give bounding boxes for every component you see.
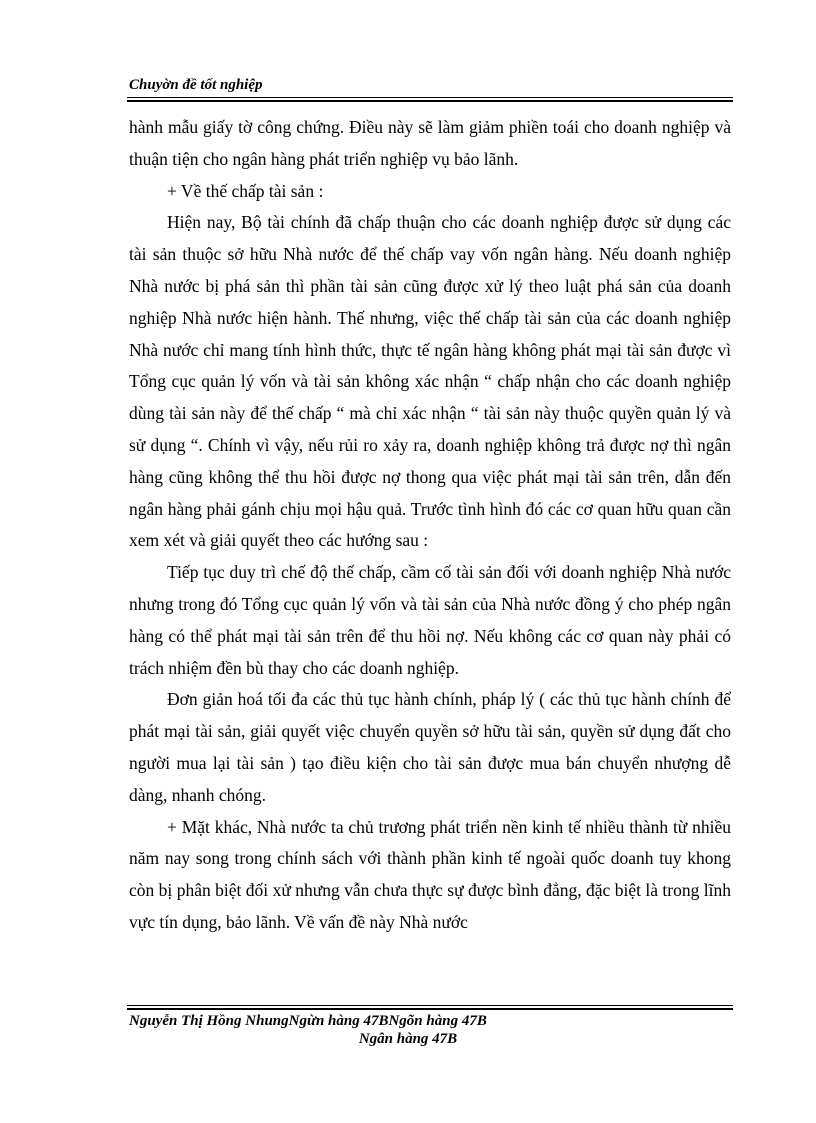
paragraph-solution-2: Đơn giản hoá tối đa các thủ tục hành chính, pháp lý ( các thủ tục hành chính để phát mại tài sản, giải quyết việc chuyển quyền sở hữu tài sản, quyền sử dụng đất cho người mua lại tài sản ) tạo điều kiện cho tài sản được mua bán chuyển nhượng dễ dàng, nhanh chóng. (129, 689, 731, 805)
paragraph-continuation: hành mẫu giấy tờ công chứng. Điều này sẽ làm giảm phiền toái cho doanh nghiệp và thuận tiện cho ngân hàng phát triển nghiệp vụ bảo lãnh. (129, 117, 731, 169)
paragraph-mortgage-body: Hiện nay, Bộ tài chính đã chấp thuận cho các doanh nghiệp được sử dụng các tài sản thuộc sở hữu Nhà nước để thế chấp vay vốn ngân hàng. Nếu doanh nghiệp Nhà nước bị phá sản thì phần tài sản cũng được xử lý theo luật phá sản của doanh nghiệp Nhà nước hiện hành. Thế nhưng, việc thế chấp tài sản của các doanh nghiệp Nhà nước chỉ mang tính hình thức, thực tế ngân hàng không phát mại tài sản được vì Tổng cục quản lý vốn và tài sản không xác nhận “ chấp nhận cho các doanh nghiệp dùng tài sản này để thế chấp “ mà chỉ xác nhận “ tài sản này thuộc quyền quản lý và sử dụng “. Chính vì vậy, nếu rủi ro xảy ra, doanh nghiệp không trả được nợ thì ngân hàng cũng không thể thu hồi được nợ thong qua việc phát mại tài sản trên, dẫn đến ngân hàng phải gánh chịu mọi hậu quả. Trước tình hình đó các cơ quan hữu quan cần xem xét và giải quyết theo các hướng sau : (129, 212, 731, 551)
page-header-title: Chuyờn đề tốt nghiệp (129, 77, 263, 93)
footer-rule-thick (127, 1008, 733, 1010)
paragraph-other-aspect: + Mặt khác, Nhà nước ta chủ trương phát triển nền kinh tế nhiều thành từ nhiều năm nay song trong chính sách với thành phần kinh tế ngoài quốc doanh tuy khong còn bị phân biệt đối xử nhưng vẫn chưa thực sự được bình đẳng, đặc biệt là trong lĩnh vực tín dụng, bảo lãnh. Về vấn đề này Nhà nước (129, 816, 731, 932)
header-rule-thick (127, 100, 733, 102)
body-text (129, 112, 731, 939)
footer-author-line: Nguyễn Thị Hồng NhungNgừn hàng 47BNgõn hàng 47B (129, 1013, 487, 1029)
footer-rule-thin (127, 1005, 733, 1006)
paragraph-mortgage-heading: + Về thế chấp tài sản : (167, 180, 324, 201)
header-rule-thin (127, 97, 733, 98)
footer-class-line: Ngân hàng 47B (358, 1031, 458, 1047)
paragraph-solution-1: Tiếp tục duy trì chế độ thế chấp, cầm cố tài sản đối với doanh nghiệp Nhà nước nhưng trong đó Tổng cục quản lý vốn và tài sản của Nhà nước đồng ý cho phép ngân hàng có thể phát mại tài sản trên để thu hồi nợ. Nếu không các cơ quan này phải có trách nhiệm đền bù thay cho các doanh nghiệp. (129, 562, 731, 678)
